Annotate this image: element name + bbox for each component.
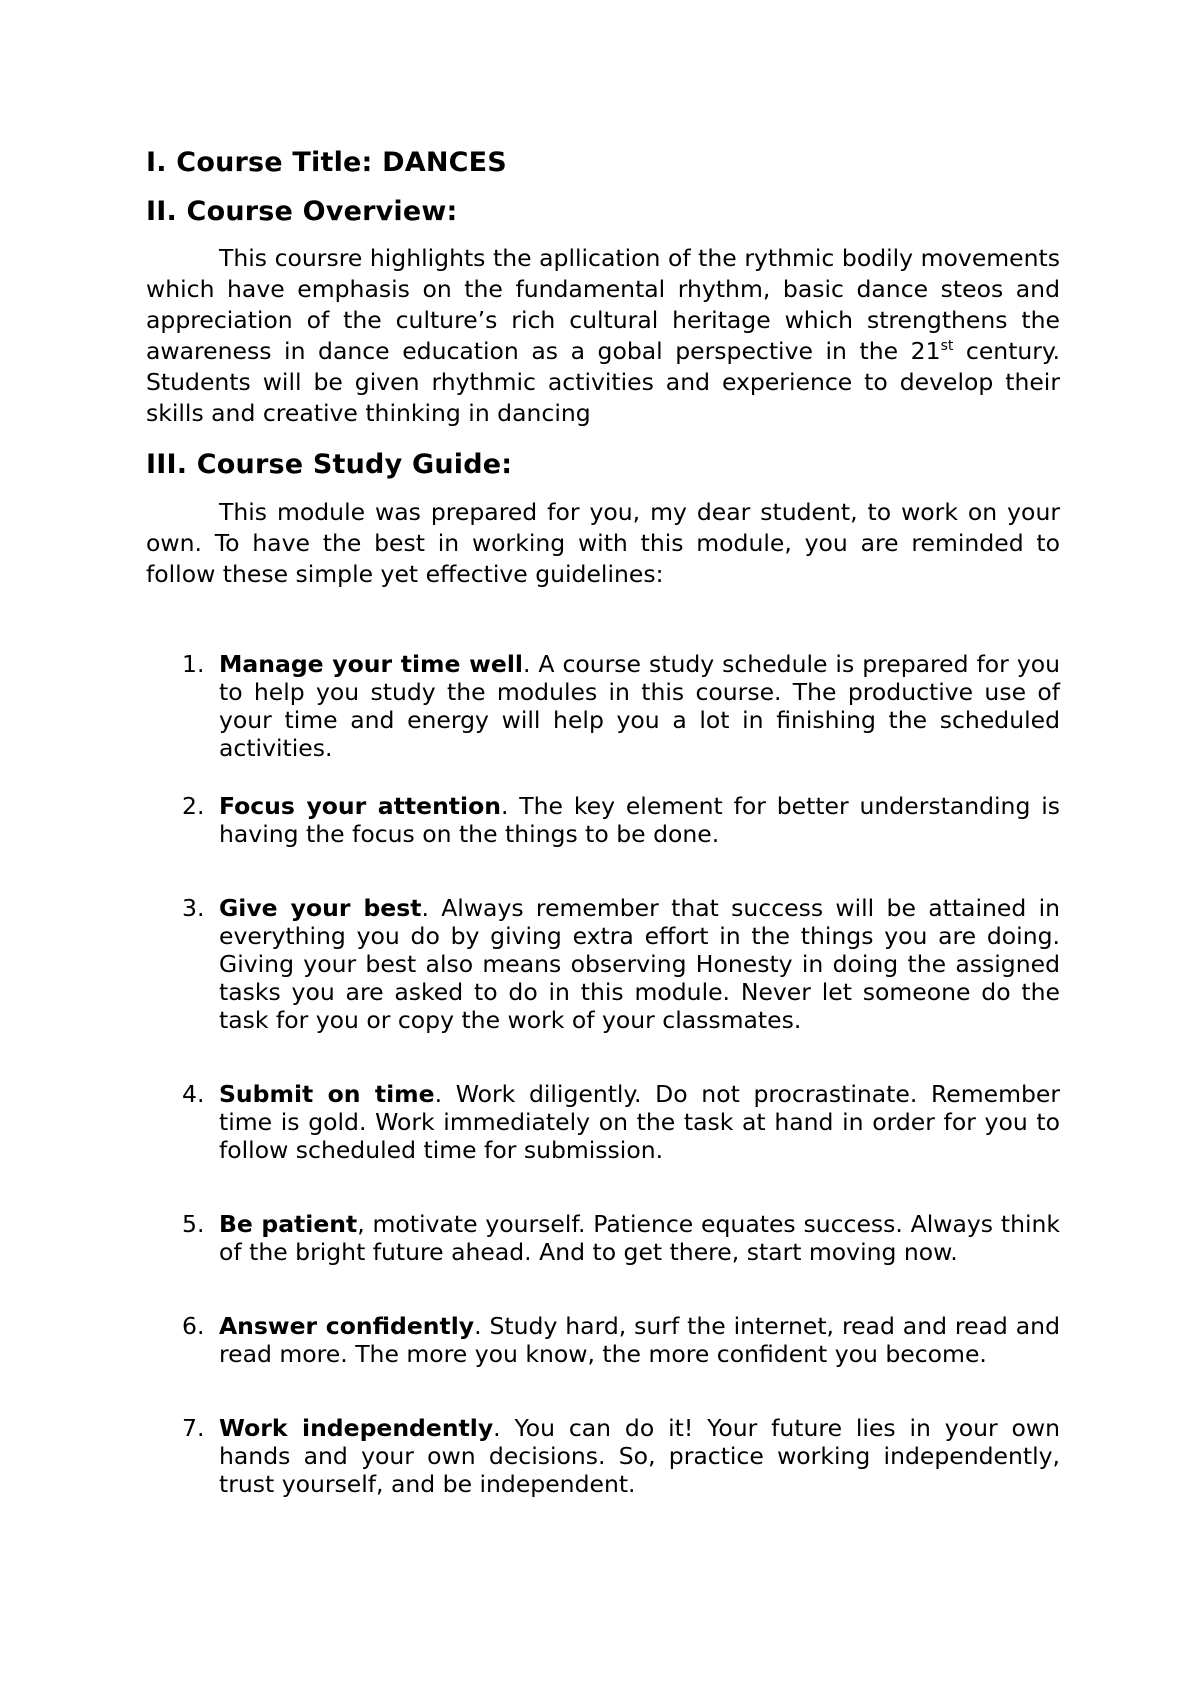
list-item: [146, 1080, 1060, 1164]
course-study-guide-heading: III. Course Study Guide:: [146, 449, 513, 480]
list-item-text: , motivate yourself. Patience equates success. Always think of the bright future ahead. And to get there, start moving now.: [219, 1210, 1060, 1266]
list-item: [146, 1312, 1060, 1368]
list-item-number: 5.: [182, 1210, 205, 1238]
list-item: [146, 894, 1060, 1034]
list-item-number: 2.: [182, 792, 205, 820]
list-item-text: . You can do it! Your future lies in your own hands and your own decisions. So, practice working independently, trust yourself, and be independent.: [219, 1414, 1060, 1498]
overview-text-part-b: century. Students will be given rhythmic activities and experience to develop their skills and creative thinking in dancing: [146, 337, 1060, 427]
list-item: [146, 650, 1060, 762]
list-item: [146, 1210, 1060, 1266]
list-item-lead: Answer confidently: [219, 1312, 475, 1340]
course-overview-paragraph: [146, 243, 1060, 429]
list-item-number: 4.: [182, 1080, 205, 1108]
document-page: [146, 140, 1060, 1498]
course-title-heading: I. Course Title: DANCES: [146, 147, 507, 178]
list-item-lead: Be patient: [219, 1210, 358, 1238]
guidelines-list: [146, 650, 1060, 1498]
list-item-lead: Give your best: [219, 894, 422, 922]
list-item-lead: Submit on time: [219, 1080, 435, 1108]
list-item-text: . Work diligently. Do not procrastinate. Remember time is gold. Work immediately on the task at hand in order for you to follow scheduled time for submission.: [219, 1080, 1060, 1164]
course-overview-heading: II. Course Overview:: [146, 196, 458, 227]
list-item: [146, 1414, 1060, 1498]
list-item-number: 6.: [182, 1312, 205, 1340]
list-item-text: . The key element for better understanding is having the focus on the things to be done.: [219, 792, 1060, 848]
list-item-lead: Manage your time well: [219, 650, 523, 678]
list-item-number: 7.: [182, 1414, 205, 1442]
list-item: [146, 792, 1060, 848]
list-item-lead: Focus your attention: [219, 792, 501, 820]
list-item-number: 3.: [182, 894, 205, 922]
overview-text-part-a: This coursre highlights the apllication of the rythmic bodily movements which have emphasis on the fundamental rhythm, basic dance steos and appreciation of the culture’s rich cultural heritage which strengthens the awareness in dance education as a gobal perspective in the 21: [146, 244, 1060, 365]
list-item-text: . Always remember that success will be attained in everything you do by giving extra effort in the things you are doing. Giving your best also means observing Honesty in doing the assigned tasks you are asked to do in this module. Never let someone do the task for you or copy the work of your classmates.: [219, 894, 1060, 1034]
overview-superscript: st: [940, 338, 954, 355]
list-item-text: . Study hard, surf the internet, read and read and read more. The more you know, the more confident you become.: [219, 1312, 1060, 1368]
list-item-text: . A course study schedule is prepared for you to help you study the modules in this course. The productive use of your time and energy will help you a lot in finishing the scheduled activities.: [219, 650, 1061, 762]
list-item-number: 1.: [182, 650, 205, 678]
list-item-lead: Work independently: [219, 1414, 494, 1442]
study-guide-intro-paragraph: This module was prepared for you, my dear student, to work on your own. To have the best in working with this module, you are reminded to follow these simple yet effective guidelines:: [146, 498, 1060, 588]
